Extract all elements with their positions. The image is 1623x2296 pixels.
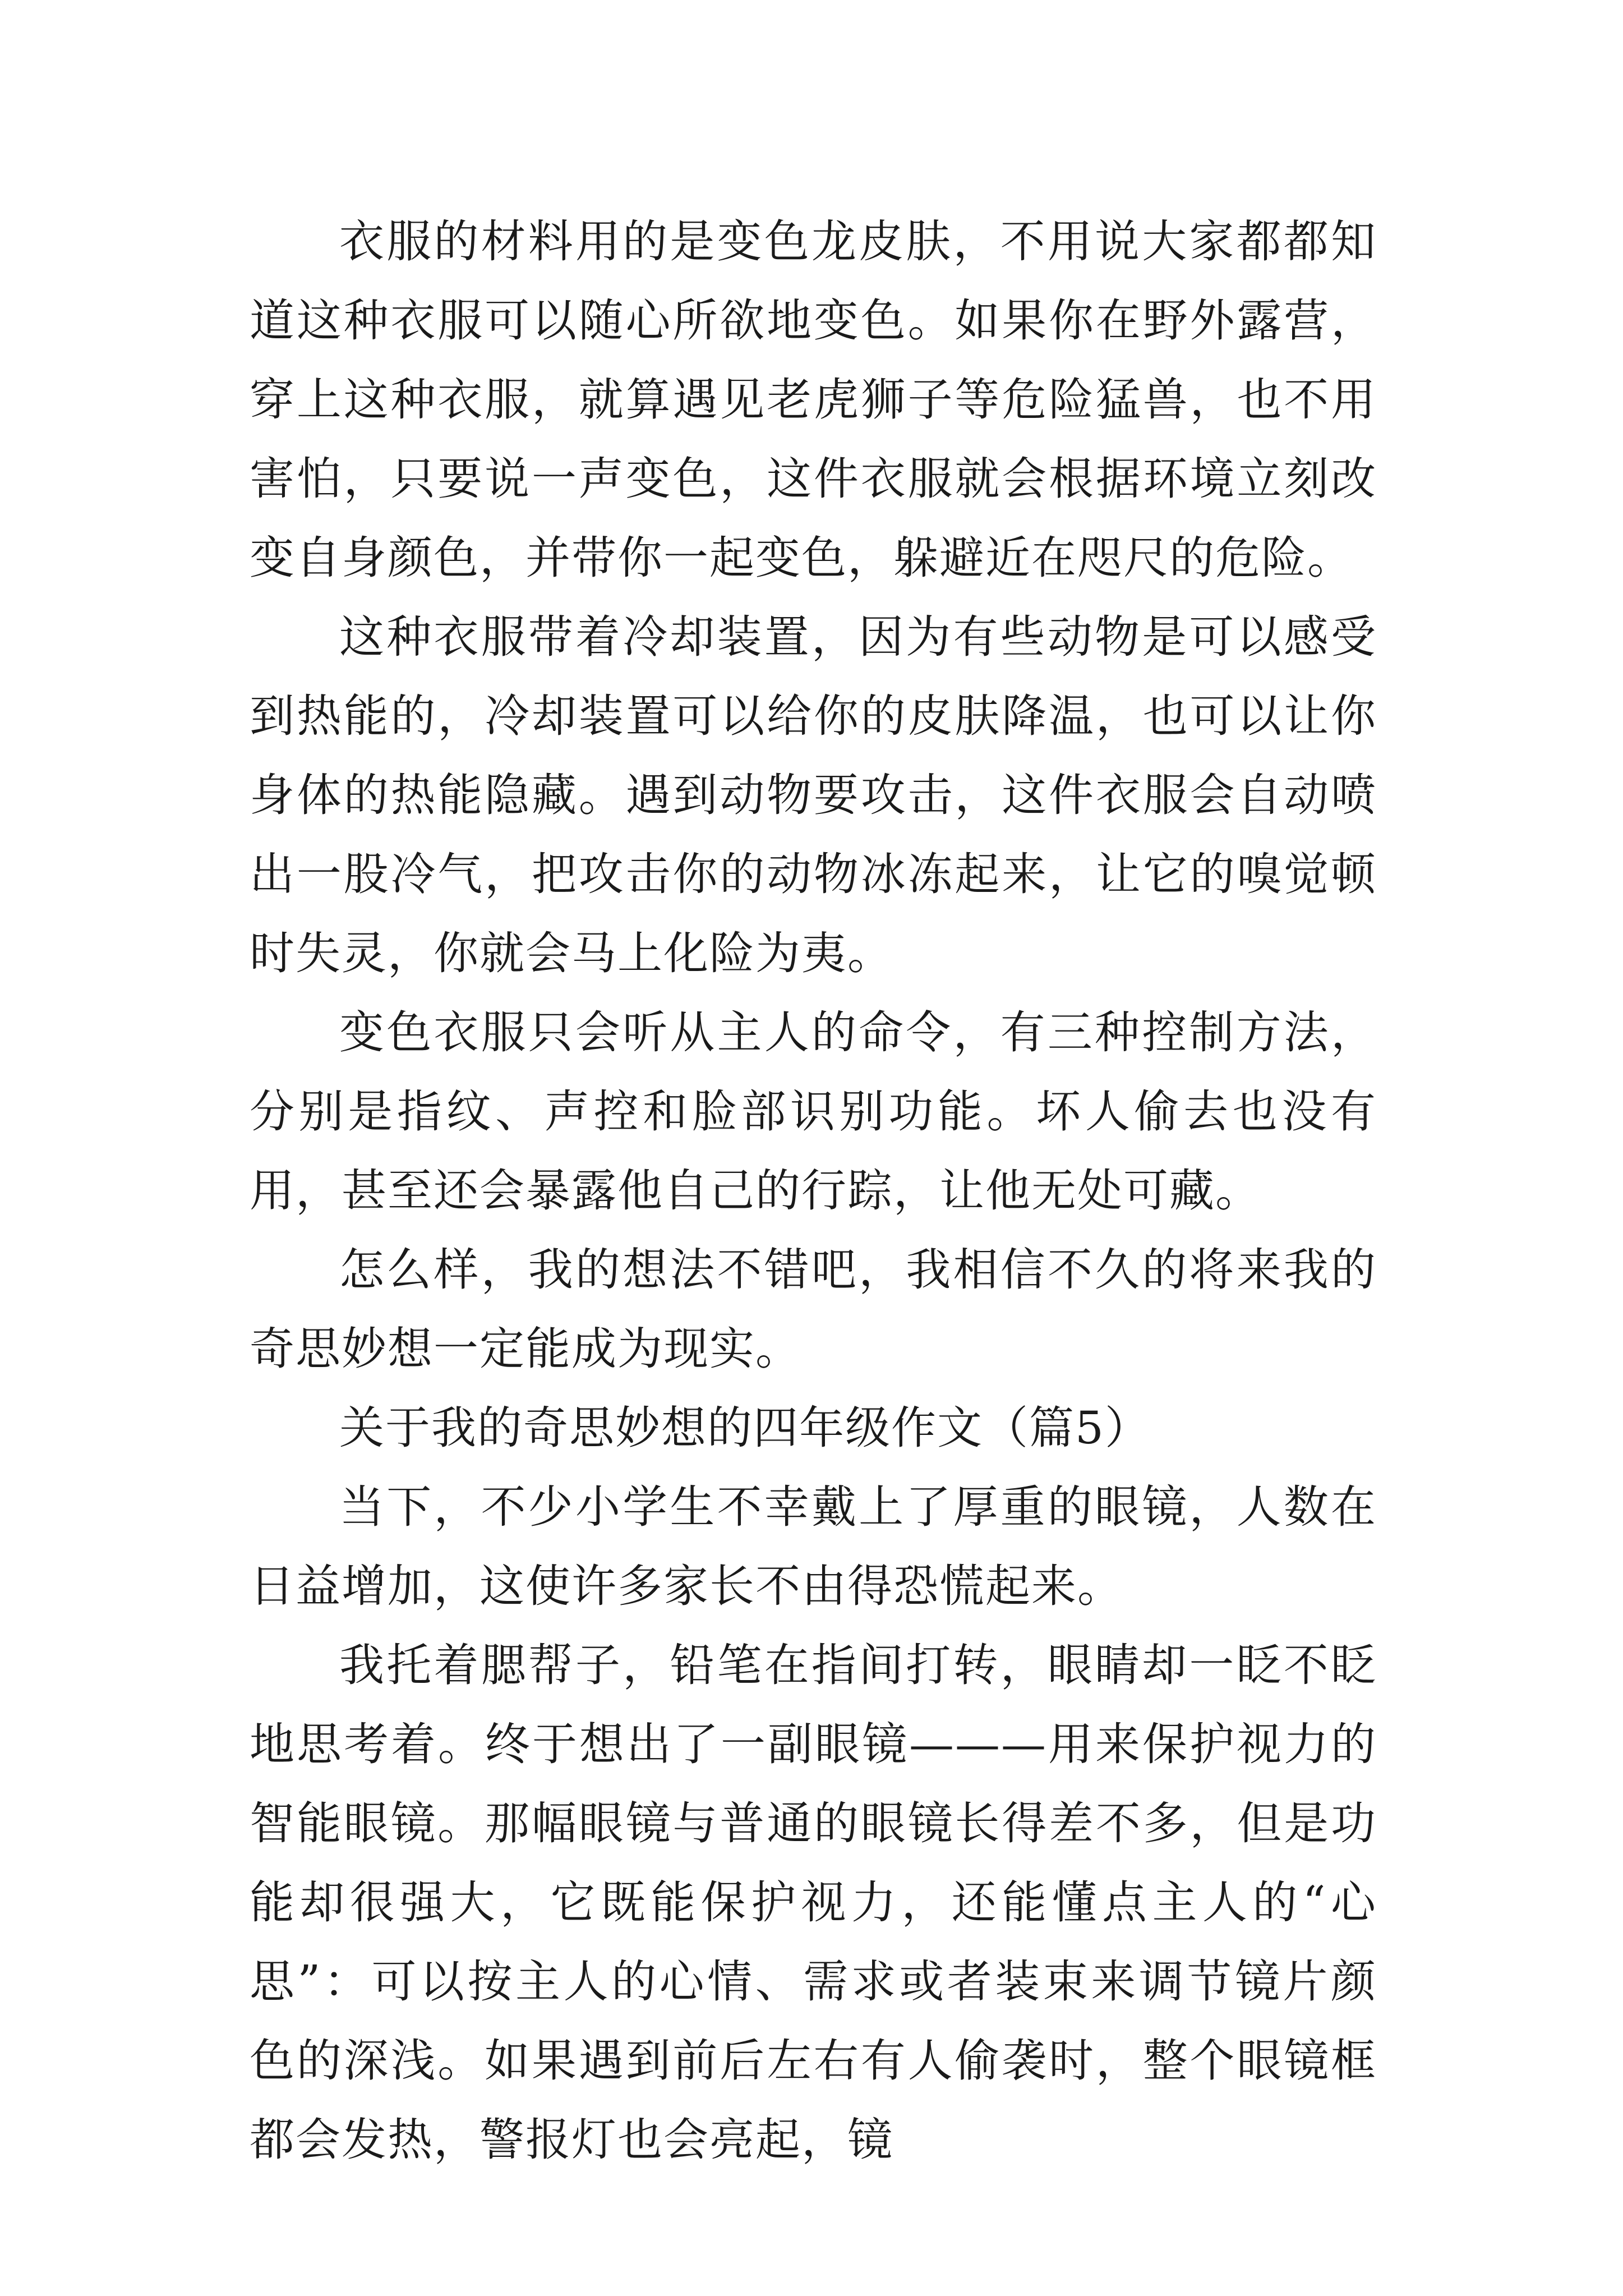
paragraph-conclusion: 怎么样，我的想法不错吧，我相信不久的将来我的奇思妙想一定能成为现实。 [250,1244,1377,1375]
section-heading: 关于我的奇思妙想的四年级作文（篇5） [339,1402,1151,1454]
paragraph-cooling-device: 这种衣服带着冷却装置，因为有些动物是可以感受到热能的，冷却装置可以给你的皮肤降温，也可以让你身体的热能隐藏。遇到动物要攻击，这件衣服会自动喷出一股冷气，把攻击你的动物冰冻起来，让它的嗅觉顿时失灵，你就会马上化险为夷。 [250,611,1377,979]
paragraph-smart-glasses: 我托着腮帮子，铅笔在指间打转，眼睛却一眨不眨地思考着。终于想出了一副眼镜———用来保护视力的智能眼镜。那幅眼镜与普通的眼镜长得差不多，但是功能却很强大，它既能保护视力，还能懂点主人的“心思”：可以按主人的心情、需求或者装束来调节镜片颜色的深浅。如果遇到前后左右有人偷袭时，整个眼镜框都会发热，警报灯也会亮起，镜 [250,1639,1377,2166]
paragraph-glasses-intro: 当下，不少小学生不幸戴上了厚重的眼镜，人数在日益增加，这使许多家长不由得恐慌起来。 [250,1481,1377,1612]
paragraph-owner-control: 变色衣服只会听从主人的命令，有三种控制方法，分别是指纹、声控和脸部识别功能。坏人偷去也没有用，甚至还会暴露他自己的行踪，让他无处可藏。 [250,1006,1377,1217]
paragraph-clothing-material: 衣服的材料用的是变色龙皮肤，不用说大家都都知道这种衣服可以随心所欲地变色。如果你在野外露营，穿上这种衣服，就算遇见老虎狮子等危险猛兽，也不用害怕，只要说一声变色，这件衣服就会根据环境立刻改变自身颜色，并带你一起变色，躲避近在咫尺的危险。 [250,215,1377,584]
document-body [250,202,1377,2179]
